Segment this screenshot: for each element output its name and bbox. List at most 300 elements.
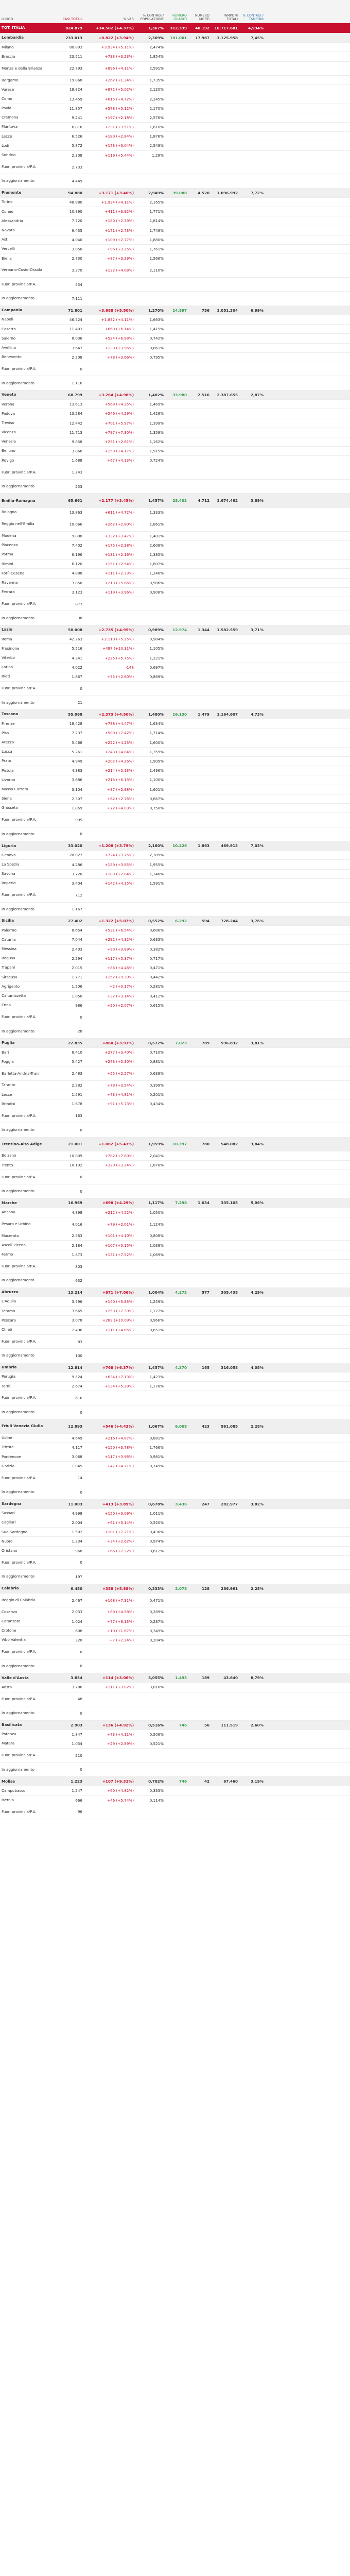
header-contagi[interactable]: % CONTAGI / POPOLAZIONE bbox=[140, 13, 164, 21]
table-row[interactable] bbox=[0, 935, 350, 944]
place-name: TOT. ITALIA bbox=[2, 25, 25, 30]
table-row[interactable] bbox=[0, 588, 350, 597]
cases-total: 22.793 bbox=[69, 66, 82, 71]
table-row[interactable] bbox=[0, 263, 350, 278]
table-row[interactable] bbox=[0, 1805, 350, 1820]
table-row[interactable] bbox=[0, 888, 350, 903]
cases-delta: +524 (+6.98%) bbox=[104, 336, 134, 341]
table-row[interactable] bbox=[0, 480, 350, 494]
table-row[interactable] bbox=[0, 1170, 350, 1184]
cases-total: 10.192 bbox=[69, 1163, 82, 1168]
cases-total: 2.307 bbox=[72, 796, 82, 801]
table-row[interactable] bbox=[0, 1297, 350, 1307]
infection-rate: 0,881% bbox=[149, 1435, 164, 1440]
table-row[interactable] bbox=[0, 696, 350, 710]
table-row[interactable] bbox=[0, 1683, 350, 1692]
table-row[interactable] bbox=[0, 437, 350, 447]
table-row[interactable] bbox=[0, 1594, 350, 1608]
table-row[interactable] bbox=[0, 353, 350, 362]
table-row[interactable] bbox=[0, 1462, 350, 1471]
place-name: Savona bbox=[2, 871, 15, 876]
place-name: Macerata bbox=[2, 1233, 19, 1238]
place-name: Perugia bbox=[2, 1374, 15, 1379]
table-row[interactable] bbox=[0, 851, 350, 860]
cases-total: 3.720 bbox=[72, 871, 82, 876]
region-row[interactable] bbox=[0, 189, 350, 198]
header-tamponi[interactable]: TAMPONI TOTALI bbox=[223, 13, 238, 21]
table-row[interactable] bbox=[0, 903, 350, 917]
table-row[interactable] bbox=[0, 1795, 350, 1805]
table-row[interactable] bbox=[0, 1509, 350, 1518]
table-row[interactable] bbox=[0, 1528, 350, 1537]
table-row[interactable] bbox=[0, 113, 350, 123]
table-row[interactable] bbox=[0, 174, 350, 189]
cases-total: 13.284 bbox=[69, 411, 82, 416]
total-row[interactable] bbox=[0, 23, 350, 33]
table-row[interactable] bbox=[0, 362, 350, 377]
place-name: Vercelli bbox=[2, 246, 15, 251]
infection-rate: 3,016% bbox=[149, 1685, 164, 1690]
cases-delta: +320 (+3.24%) bbox=[104, 1163, 134, 1168]
table-row[interactable] bbox=[0, 1617, 350, 1626]
table-row[interactable] bbox=[0, 644, 350, 653]
cases-total: 4.022 bbox=[72, 665, 82, 670]
cases-total: 7.237 bbox=[72, 731, 82, 736]
deaths-count: 756 bbox=[201, 308, 209, 313]
table-row[interactable] bbox=[0, 1443, 350, 1452]
infection-rate: 1,124% bbox=[149, 1222, 164, 1227]
table-row[interactable] bbox=[0, 1659, 350, 1674]
cases-total: 13.459 bbox=[69, 96, 82, 101]
table-row[interactable] bbox=[0, 1184, 350, 1199]
table-row[interactable] bbox=[0, 141, 350, 150]
table-row[interactable] bbox=[0, 292, 350, 306]
region-row[interactable] bbox=[0, 33, 350, 43]
table-row[interactable] bbox=[0, 52, 350, 61]
table-row[interactable] bbox=[0, 992, 350, 1001]
table-row[interactable] bbox=[0, 235, 350, 245]
place-name: Fuori provincia/P.A. bbox=[2, 1395, 37, 1400]
cases-delta: +243 (+4.84%) bbox=[104, 749, 134, 754]
table-row[interactable] bbox=[0, 569, 350, 578]
table-row[interactable] bbox=[0, 216, 350, 226]
table-row[interactable] bbox=[0, 1335, 350, 1349]
table-row[interactable] bbox=[0, 1405, 350, 1420]
cases-delta: +3.934 (+5.11%) bbox=[101, 45, 134, 50]
table-row[interactable] bbox=[0, 376, 350, 391]
table-row[interactable] bbox=[0, 85, 350, 94]
table-row[interactable] bbox=[0, 550, 350, 560]
cases-total: 71.801 bbox=[68, 308, 82, 313]
table-row[interactable] bbox=[0, 1382, 350, 1391]
table-row[interactable] bbox=[0, 1537, 350, 1546]
table-row[interactable] bbox=[0, 226, 350, 235]
table-row[interactable] bbox=[0, 1518, 350, 1528]
cases-delta: +152 (+9.39%) bbox=[104, 975, 134, 980]
table-row[interactable] bbox=[0, 1250, 350, 1260]
table-row[interactable] bbox=[0, 160, 350, 175]
cases-delta: +1.208 (+3.79%) bbox=[98, 843, 134, 849]
table-row[interactable] bbox=[0, 245, 350, 254]
deaths-count: 17.987 bbox=[195, 36, 209, 41]
cases-delta: +173 (+3.04%) bbox=[104, 143, 134, 148]
cases-delta: +733 (+3.23%) bbox=[104, 54, 134, 59]
table-row[interactable] bbox=[0, 775, 350, 785]
table-row[interactable] bbox=[0, 560, 350, 569]
table-row[interactable] bbox=[0, 1081, 350, 1090]
table-row[interactable] bbox=[0, 1217, 350, 1232]
table-row[interactable] bbox=[0, 62, 350, 76]
cases-delta: +111 (+4.65%) bbox=[104, 1327, 134, 1332]
place-name: Salerno bbox=[2, 335, 16, 341]
region-row[interactable] bbox=[0, 1777, 350, 1786]
infection-rate: 1,28% bbox=[152, 152, 164, 158]
table-row[interactable] bbox=[0, 1739, 350, 1749]
header-casi-totali[interactable]: CASI TOTALI bbox=[62, 17, 82, 21]
cases-total: 6.816 bbox=[72, 125, 82, 130]
table-row[interactable] bbox=[0, 1109, 350, 1124]
region-row[interactable] bbox=[0, 1500, 350, 1509]
infection-rate: 0,471% bbox=[149, 965, 164, 971]
table-row[interactable] bbox=[0, 465, 350, 480]
table-row[interactable] bbox=[0, 653, 350, 663]
table-row[interactable] bbox=[0, 1123, 350, 1138]
table-row[interactable] bbox=[0, 428, 350, 437]
table-row[interactable] bbox=[0, 757, 350, 766]
positivity-rate: 4,73% bbox=[251, 712, 264, 717]
table-row[interactable] bbox=[0, 409, 350, 418]
table-row[interactable] bbox=[0, 1241, 350, 1250]
table-row[interactable] bbox=[0, 1307, 350, 1316]
cases-total: 9.241 bbox=[72, 115, 82, 120]
deaths-count: 4.520 bbox=[198, 190, 209, 195]
table-row[interactable] bbox=[0, 207, 350, 216]
header-luogo[interactable]: LUOGO bbox=[2, 17, 13, 21]
table-row[interactable] bbox=[0, 738, 350, 748]
table-row[interactable] bbox=[0, 1260, 350, 1274]
table-row[interactable] bbox=[0, 94, 350, 104]
table-row[interactable] bbox=[0, 76, 350, 85]
place-name: Trentino-Alto Adige bbox=[2, 1141, 42, 1146]
region-row[interactable] bbox=[0, 710, 350, 719]
infection-rate: 1,401% bbox=[149, 533, 164, 538]
region-row[interactable] bbox=[0, 625, 350, 635]
region-row[interactable] bbox=[0, 1198, 350, 1208]
deaths-count: 1.863 bbox=[198, 843, 209, 849]
tests-total: 16.717.681 bbox=[214, 26, 238, 30]
place-name: Campania bbox=[2, 308, 23, 313]
table-row[interactable] bbox=[0, 672, 350, 682]
table-row[interactable] bbox=[0, 1730, 350, 1739]
table-row[interactable] bbox=[0, 1349, 350, 1363]
place-name: Barletta-Andria-Trani bbox=[2, 1071, 40, 1076]
place-name: Prato bbox=[2, 758, 11, 764]
table-row[interactable] bbox=[0, 794, 350, 804]
table-row[interactable] bbox=[0, 1057, 350, 1066]
recovered-count: 33.980 bbox=[172, 392, 187, 397]
cases-total: 14 bbox=[77, 1476, 82, 1481]
place-name: Pisa bbox=[2, 730, 9, 735]
cases-total: 2.184 bbox=[72, 1243, 82, 1248]
table-row[interactable] bbox=[0, 579, 350, 588]
cases-total: 3.104 bbox=[72, 787, 82, 792]
table-row[interactable] bbox=[0, 1010, 350, 1025]
table-row[interactable] bbox=[0, 827, 350, 842]
cases-total: 13.863 bbox=[69, 510, 82, 515]
table-row[interactable] bbox=[0, 982, 350, 991]
cases-total: 877 bbox=[75, 601, 82, 606]
infection-rate: 1,333% bbox=[149, 510, 164, 515]
region-row[interactable] bbox=[0, 1419, 350, 1434]
table-row[interactable] bbox=[0, 1556, 350, 1570]
cases-total: 11.403 bbox=[69, 327, 82, 332]
table-row[interactable] bbox=[0, 1763, 350, 1777]
infection-rate: 0,572% bbox=[148, 1040, 164, 1045]
table-row[interactable] bbox=[0, 1231, 350, 1241]
cases-total: 1.223 bbox=[71, 1779, 82, 1784]
header-guariti[interactable]: NUMERO GUARITI bbox=[172, 13, 187, 21]
table-row[interactable] bbox=[0, 1208, 350, 1217]
deaths-count: 577 bbox=[201, 1290, 209, 1295]
region-row[interactable] bbox=[0, 841, 350, 851]
cases-total: 11.857 bbox=[69, 106, 82, 111]
place-name: Bolzano bbox=[2, 1153, 16, 1158]
cases-delta: +78 (+3.54%) bbox=[107, 1083, 134, 1088]
place-name: In aggiornamento bbox=[2, 1028, 34, 1033]
recovered-count: 1.493 bbox=[175, 1675, 187, 1681]
table-row[interactable] bbox=[0, 973, 350, 982]
tests-total: 43.640 bbox=[223, 1675, 238, 1681]
place-name: Calabria bbox=[2, 1586, 19, 1591]
positivity-rate: 4,29% bbox=[251, 1290, 264, 1295]
table-row[interactable] bbox=[0, 748, 350, 757]
positivity-rate: 3,82% bbox=[251, 1501, 264, 1506]
infection-rate: 0,749% bbox=[149, 1464, 164, 1469]
cases-delta: +292 (+4.32%) bbox=[104, 937, 134, 942]
table-row[interactable] bbox=[0, 1547, 350, 1556]
table-row[interactable] bbox=[0, 325, 350, 334]
cases-total: 5.468 bbox=[72, 740, 82, 745]
place-name: Umbria bbox=[2, 1365, 17, 1370]
region-row[interactable] bbox=[0, 1363, 350, 1372]
cases-delta: +117 (+3.96%) bbox=[104, 1454, 134, 1460]
table-row[interactable] bbox=[0, 1749, 350, 1763]
table-row[interactable] bbox=[0, 315, 350, 325]
cases-total: 20.027 bbox=[69, 853, 82, 858]
table-row[interactable] bbox=[0, 945, 350, 954]
table-row[interactable] bbox=[0, 1636, 350, 1645]
positivity-rate: 5,06% bbox=[251, 1200, 264, 1206]
header-variazione[interactable]: % VAR bbox=[123, 17, 134, 21]
place-name: Fuori provincia/P.A. bbox=[2, 1174, 37, 1179]
table-row[interactable] bbox=[0, 635, 350, 644]
table-row[interactable] bbox=[0, 1001, 350, 1010]
place-name: Alessandria bbox=[2, 218, 23, 223]
cases-total: 712 bbox=[75, 892, 82, 897]
table-row[interactable] bbox=[0, 663, 350, 672]
table-row[interactable] bbox=[0, 597, 350, 612]
table-row[interactable] bbox=[0, 1151, 350, 1161]
region-row[interactable] bbox=[0, 917, 350, 926]
cases-delta: +32 (+3.14%) bbox=[107, 993, 134, 998]
table-row[interactable] bbox=[0, 254, 350, 263]
cases-total: 8.654 bbox=[72, 928, 82, 933]
cases-total: 4.449 bbox=[72, 179, 82, 183]
table-row[interactable] bbox=[0, 1161, 350, 1170]
table-row[interactable] bbox=[0, 1570, 350, 1584]
header-contagi-tamponi[interactable]: % CONTAGI / TAMPONI bbox=[242, 13, 264, 21]
cases-delta: +96 (+3.25%) bbox=[107, 246, 134, 251]
table-row[interactable] bbox=[0, 344, 350, 353]
table-row[interactable] bbox=[0, 1471, 350, 1486]
infection-rate: 2,245% bbox=[149, 96, 164, 101]
table-row[interactable] bbox=[0, 682, 350, 696]
table-row[interactable] bbox=[0, 456, 350, 465]
table-row[interactable] bbox=[0, 43, 350, 52]
positivity-rate: 2,87% bbox=[251, 392, 264, 397]
deaths-count: 56 bbox=[204, 1722, 209, 1727]
place-name: Fuori provincia/P.A. bbox=[2, 1649, 37, 1654]
infection-rate: 1,714% bbox=[149, 731, 164, 736]
place-name: Rieti bbox=[2, 674, 10, 679]
cases-total: 5.872 bbox=[72, 143, 82, 148]
table-row[interactable] bbox=[0, 1706, 350, 1721]
table-row[interactable] bbox=[0, 766, 350, 775]
cases-delta: +273 (+5.30%) bbox=[104, 1059, 134, 1064]
table-row[interactable] bbox=[0, 785, 350, 794]
table-row[interactable] bbox=[0, 719, 350, 728]
table-row[interactable] bbox=[0, 963, 350, 973]
tests-total: 111.519 bbox=[221, 1722, 238, 1727]
cases-total: 210 bbox=[75, 1753, 82, 1758]
infection-rate: 2,576% bbox=[149, 115, 164, 120]
region-row[interactable] bbox=[0, 306, 350, 315]
place-name: In aggiornamento bbox=[2, 1489, 34, 1495]
table-row[interactable] bbox=[0, 1372, 350, 1382]
region-row[interactable] bbox=[0, 1288, 350, 1297]
table-row[interactable] bbox=[0, 1066, 350, 1081]
table-row[interactable] bbox=[0, 1645, 350, 1659]
table-row[interactable] bbox=[0, 541, 350, 550]
table-row[interactable] bbox=[0, 1607, 350, 1617]
region-row[interactable] bbox=[0, 1039, 350, 1048]
table-row[interactable] bbox=[0, 1452, 350, 1462]
infection-rate: 0,204% bbox=[149, 1638, 164, 1643]
table-row[interactable] bbox=[0, 611, 350, 625]
table-row[interactable] bbox=[0, 151, 350, 160]
positivity-rate: 6,99% bbox=[251, 308, 264, 313]
place-name: Fuori provincia/P.A. bbox=[2, 686, 37, 691]
place-name: Siena bbox=[2, 796, 12, 801]
cases-delta: +277 (+3.40%) bbox=[104, 1050, 134, 1055]
cases-total: 21 bbox=[77, 700, 82, 705]
infection-rate: 0,281% bbox=[149, 984, 164, 989]
cases-total: 0 bbox=[80, 1189, 82, 1194]
table-row[interactable] bbox=[0, 278, 350, 292]
table-row[interactable] bbox=[0, 104, 350, 113]
cases-total: 22.835 bbox=[68, 1040, 82, 1045]
positivity-rate: 3,81% bbox=[251, 1040, 264, 1045]
place-name: Roma bbox=[2, 636, 12, 641]
table-row[interactable] bbox=[0, 954, 350, 963]
table-row[interactable] bbox=[0, 1692, 350, 1707]
table-row[interactable] bbox=[0, 1090, 350, 1099]
table-row[interactable] bbox=[0, 1316, 350, 1325]
table-row[interactable] bbox=[0, 447, 350, 456]
infection-rate: 0,552% bbox=[148, 919, 164, 924]
positivity-rate: 7,03% bbox=[251, 843, 264, 849]
cases-delta: +180 (+2.84%) bbox=[104, 134, 134, 139]
table-row[interactable] bbox=[0, 1391, 350, 1405]
table-row[interactable] bbox=[0, 870, 350, 879]
place-name: Brindisi bbox=[2, 1101, 15, 1106]
table-row[interactable] bbox=[0, 804, 350, 813]
table-row[interactable] bbox=[0, 879, 350, 888]
table-row[interactable] bbox=[0, 1434, 350, 1443]
cases-total: 12.442 bbox=[69, 420, 82, 426]
place-name: Reggio nell'Emilia bbox=[2, 521, 34, 527]
region-row[interactable] bbox=[0, 391, 350, 400]
header-morti[interactable]: NUMERO MORTI bbox=[195, 13, 209, 21]
region-row[interactable] bbox=[0, 1138, 350, 1152]
table-row[interactable] bbox=[0, 198, 350, 207]
place-name: Lodi bbox=[2, 143, 9, 148]
table-row[interactable] bbox=[0, 1326, 350, 1335]
cases-total: 6.450 bbox=[71, 1586, 82, 1591]
table-row[interactable] bbox=[0, 1024, 350, 1039]
positivity-rate: 3,84% bbox=[251, 1142, 264, 1147]
table-row[interactable] bbox=[0, 813, 350, 827]
table-row[interactable] bbox=[0, 1274, 350, 1288]
tests-total: 67.460 bbox=[223, 1779, 238, 1784]
infection-rate: 0,412% bbox=[149, 993, 164, 998]
table-row[interactable] bbox=[0, 508, 350, 517]
cases-total: 68.799 bbox=[68, 392, 82, 397]
table-row[interactable] bbox=[0, 1485, 350, 1500]
table-row[interactable] bbox=[0, 1786, 350, 1795]
infection-rate: 1,854% bbox=[149, 54, 164, 59]
cases-delta: +20 (+2.07%) bbox=[107, 1003, 134, 1008]
table-row[interactable] bbox=[0, 860, 350, 869]
table-row[interactable] bbox=[0, 123, 350, 132]
table-row[interactable] bbox=[0, 334, 350, 343]
deaths-count: 1.479 bbox=[198, 712, 209, 717]
table-row[interactable] bbox=[0, 418, 350, 428]
table-row[interactable] bbox=[0, 728, 350, 738]
table-row[interactable] bbox=[0, 1099, 350, 1109]
place-name: Fuori provincia/P.A. bbox=[2, 1263, 37, 1268]
table-row[interactable] bbox=[0, 1048, 350, 1057]
table-row[interactable] bbox=[0, 517, 350, 532]
cases-delta: +1.832 (+4.11%) bbox=[101, 317, 134, 323]
table-row[interactable] bbox=[0, 132, 350, 141]
place-name: Veneto bbox=[2, 392, 16, 397]
table-row[interactable] bbox=[0, 400, 350, 409]
table-row[interactable] bbox=[0, 532, 350, 541]
table-row[interactable] bbox=[0, 1626, 350, 1636]
infection-rate: 1,761% bbox=[149, 246, 164, 251]
cases-total: 6.120 bbox=[72, 562, 82, 567]
region-row[interactable] bbox=[0, 494, 350, 508]
region-row[interactable] bbox=[0, 1673, 350, 1683]
region-row[interactable] bbox=[0, 1721, 350, 1730]
infection-rate: 0,289% bbox=[149, 1609, 164, 1615]
place-name: Benevento bbox=[2, 354, 22, 360]
place-name: Treviso bbox=[2, 420, 14, 425]
table-row[interactable] bbox=[0, 926, 350, 935]
region-row[interactable] bbox=[0, 1584, 350, 1594]
infection-rate: 0,382% bbox=[149, 946, 164, 952]
